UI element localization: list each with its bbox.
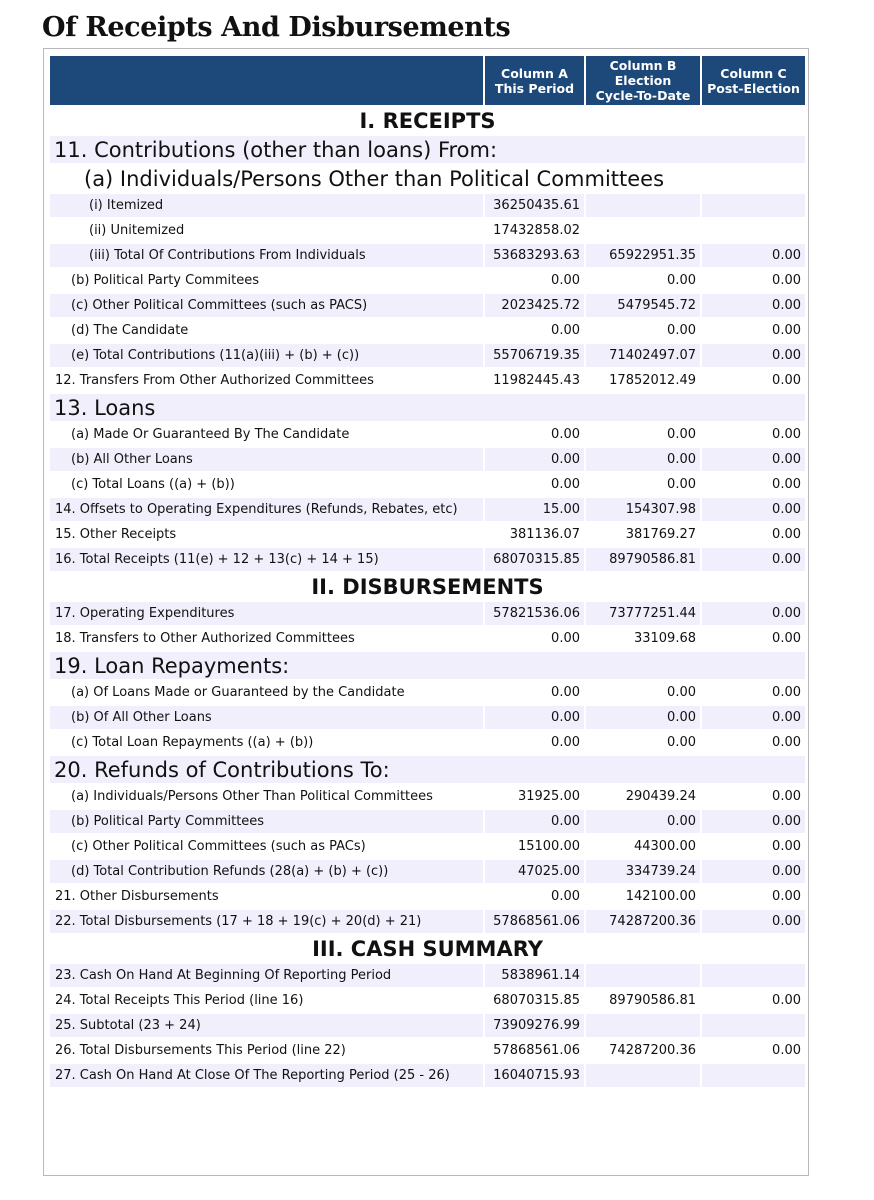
row-label: (e) Total Contributions (11(a)(iii) + (b) + (c)) — [50, 344, 483, 367]
section-disbursements — [50, 573, 805, 600]
heading-text: 19. Loan Repayments: — [50, 652, 805, 679]
column-a-value: 57821536.06 — [485, 602, 584, 625]
table-row — [50, 810, 805, 833]
header-blank — [50, 56, 483, 105]
table-row — [50, 294, 805, 317]
column-c-value — [702, 194, 805, 217]
column-b-value: 5479545.72 — [586, 294, 700, 317]
row-label: 26. Total Disbursements This Period (line 22) — [55, 1043, 346, 1058]
column-b-value: 0.00 — [586, 706, 700, 729]
column-c-value: 0.00 — [772, 889, 801, 904]
table-row — [50, 681, 805, 704]
row-label: (c) Other Political Committees (such as PACS) — [50, 294, 483, 317]
column-a-value: 31925.00 — [517, 789, 580, 804]
column-b-value: 74287200.36 — [586, 910, 700, 933]
table-row — [50, 548, 805, 571]
section-receipts — [50, 107, 805, 134]
page-title: Of Receipts And Disbursements — [42, 12, 511, 43]
row-label: (iii) Total Of Contributions From Individuals — [50, 244, 483, 267]
column-b-value: 89790586.81 — [586, 548, 700, 571]
row-label: 21. Other Disbursements — [55, 889, 219, 904]
row-label: (c) Total Loans ((a) + (b)) — [71, 477, 235, 492]
table-row — [50, 448, 805, 471]
column-b-value: 0.00 — [667, 685, 696, 700]
column-c-value: 0.00 — [772, 273, 801, 288]
column-c-value: 0.00 — [772, 527, 801, 542]
column-a-value: 11982445.43 — [493, 373, 580, 388]
column-b-value: 65922951.35 — [586, 244, 700, 267]
column-b-value: 381769.27 — [625, 527, 696, 542]
column-c-value: 0.00 — [702, 548, 805, 571]
column-b-value: 0.00 — [667, 477, 696, 492]
heading-line-11 — [50, 136, 805, 163]
table-header-row — [50, 56, 805, 105]
column-c-value: 0.00 — [702, 448, 805, 471]
column-b-value: 334739.24 — [586, 860, 700, 883]
column-a-value: 0.00 — [485, 448, 584, 471]
column-a-value: 17432858.02 — [493, 223, 580, 238]
column-c-value — [702, 1064, 805, 1087]
column-a-value: 15.00 — [485, 498, 584, 521]
table-row — [50, 473, 805, 496]
column-c-value — [702, 964, 805, 987]
row-label: 22. Total Disbursements (17 + 18 + 19(c) + 20(d) + 21) — [50, 910, 483, 933]
column-c-value: 0.00 — [772, 631, 801, 646]
column-b-value: 290439.24 — [625, 789, 696, 804]
row-label: 15. Other Receipts — [55, 527, 177, 542]
column-a-value: 0.00 — [485, 810, 584, 833]
row-label: (a) Individuals/Persons Other Than Political Committees — [71, 789, 433, 804]
column-b-value: 0.00 — [667, 735, 696, 750]
row-label: 12. Transfers From Other Authorized Committees — [55, 373, 374, 388]
column-b-value: 0.00 — [586, 448, 700, 471]
row-label: (a) Of Loans Made or Guaranteed by the Candidate — [71, 685, 405, 700]
table-row — [50, 319, 805, 342]
row-label: 27. Cash On Hand At Close Of The Reporting Period (25 - 26) — [50, 1064, 483, 1087]
column-b-value: 0.00 — [667, 273, 696, 288]
column-c-value: 0.00 — [772, 373, 801, 388]
column-b-value: 154307.98 — [586, 498, 700, 521]
column-c-value: 0.00 — [702, 498, 805, 521]
row-label: 16. Total Receipts (11(e) + 12 + 13(c) + 14 + 15) — [50, 548, 483, 571]
column-c-value: 0.00 — [702, 910, 805, 933]
column-a-value: 0.00 — [551, 273, 580, 288]
table-row — [50, 344, 805, 367]
table-row — [50, 498, 805, 521]
row-label: (b) Political Party Committees — [50, 810, 483, 833]
column-c-value: 0.00 — [772, 1043, 801, 1058]
section-title: III. CASH SUMMARY — [312, 936, 543, 961]
column-a-value: 68070315.85 — [493, 993, 580, 1008]
column-a-value: 15100.00 — [517, 839, 580, 854]
row-label: 17. Operating Expenditures — [50, 602, 483, 625]
header-column-a: Column A This Period — [485, 56, 584, 105]
section-cash-summary — [50, 935, 805, 962]
column-c-value: 0.00 — [702, 344, 805, 367]
heading-line-19 — [50, 652, 805, 679]
section-title: I. RECEIPTS — [359, 108, 496, 133]
table-row — [50, 785, 805, 808]
table-row — [50, 706, 805, 729]
row-label: (d) The Candidate — [71, 323, 189, 338]
column-c-value — [702, 1014, 805, 1037]
section-title: II. DISBURSEMENTS — [311, 574, 544, 599]
column-b-value: 71402497.07 — [586, 344, 700, 367]
table-row — [50, 369, 805, 392]
table-row — [50, 885, 805, 908]
column-a-value: 0.00 — [485, 706, 584, 729]
row-label: 14. Offsets to Operating Expenditures (Refunds, Rebates, etc) — [50, 498, 483, 521]
column-a-value: 0.00 — [551, 889, 580, 904]
row-label: (d) Total Contribution Refunds (28(a) + (b) + (c)) — [50, 860, 483, 883]
column-b-value — [586, 964, 700, 987]
column-b-value: 89790586.81 — [609, 993, 696, 1008]
column-c-value: 0.00 — [702, 860, 805, 883]
column-c-value: 0.00 — [772, 993, 801, 1008]
column-c-value — [702, 219, 805, 242]
column-b-value: 0.00 — [667, 427, 696, 442]
column-a-value: 0.00 — [551, 427, 580, 442]
table-row — [50, 627, 805, 650]
column-a-value: 5838961.14 — [485, 964, 584, 987]
table-row — [50, 602, 805, 625]
table-row — [50, 731, 805, 754]
column-a-value: 53683293.63 — [485, 244, 584, 267]
column-b-value — [586, 219, 700, 242]
column-b-value: 73777251.44 — [586, 602, 700, 625]
row-label: (c) Other Political Committees (such as PACs) — [71, 839, 366, 854]
column-c-value: 0.00 — [772, 477, 801, 492]
column-c-value: 0.00 — [772, 323, 801, 338]
header-column-c: Column C Post-Election — [702, 56, 805, 105]
column-c-value: 0.00 — [702, 294, 805, 317]
column-b-value: 0.00 — [667, 323, 696, 338]
row-label: 18. Transfers to Other Authorized Committees — [55, 631, 355, 646]
column-c-value: 0.00 — [772, 735, 801, 750]
column-a-value: 73909276.99 — [485, 1014, 584, 1037]
header-column-b: Column B Election Cycle-To-Date — [586, 56, 700, 105]
row-label: (ii) Unitemized — [89, 223, 185, 238]
table-row — [50, 1039, 805, 1062]
table-row — [50, 269, 805, 292]
column-a-value: 57868561.06 — [485, 910, 584, 933]
table-row — [50, 523, 805, 546]
row-label: 24. Total Receipts This Period (line 16) — [55, 993, 304, 1008]
column-b-value: 74287200.36 — [609, 1043, 696, 1058]
column-b-value: 0.00 — [586, 810, 700, 833]
row-label: (b) Political Party Commitees — [71, 273, 259, 288]
table-row — [50, 194, 805, 217]
column-a-value: 0.00 — [551, 323, 580, 338]
column-c-value: 0.00 — [772, 685, 801, 700]
column-b-value: 17852012.49 — [609, 373, 696, 388]
heading-text: (a) Individuals/Persons Other than Political Committees — [84, 166, 665, 191]
row-label: (c) Total Loan Repayments ((a) + (b)) — [71, 735, 314, 750]
column-b-value: 44300.00 — [633, 839, 696, 854]
column-b-value: 33109.68 — [633, 631, 696, 646]
table-row — [50, 244, 805, 267]
column-a-value: 0.00 — [551, 477, 580, 492]
heading-text: 13. Loans — [50, 394, 805, 421]
column-a-value: 0.00 — [551, 735, 580, 750]
column-a-value: 68070315.85 — [485, 548, 584, 571]
column-c-value: 0.00 — [702, 810, 805, 833]
heading-text: 20. Refunds of Contributions To: — [50, 756, 805, 783]
row-label: (a) Made Or Guaranteed By The Candidate — [71, 427, 350, 442]
table-row — [50, 964, 805, 987]
receipts-disbursements-table — [48, 54, 807, 1089]
row-label: (i) Itemized — [50, 194, 483, 217]
column-c-value: 0.00 — [702, 602, 805, 625]
column-a-value: 0.00 — [551, 631, 580, 646]
table-row — [50, 835, 805, 858]
column-b-value — [586, 1014, 700, 1037]
column-a-value: 0.00 — [551, 685, 580, 700]
column-a-value: 2023425.72 — [485, 294, 584, 317]
heading-line-11a — [50, 165, 805, 192]
table-row — [50, 989, 805, 1012]
row-label: (b) All Other Loans — [50, 448, 483, 471]
row-label: 23. Cash On Hand At Beginning Of Reporting Period — [50, 964, 483, 987]
table-row — [50, 423, 805, 446]
row-label: 25. Subtotal (23 + 24) — [50, 1014, 483, 1037]
table-row — [50, 860, 805, 883]
column-b-value: 142100.00 — [625, 889, 696, 904]
column-a-value: 381136.07 — [509, 527, 580, 542]
column-a-value: 57868561.06 — [493, 1043, 580, 1058]
column-c-value: 0.00 — [702, 706, 805, 729]
column-c-value: 0.00 — [772, 789, 801, 804]
column-a-value: 55706719.35 — [485, 344, 584, 367]
table-row — [50, 1064, 805, 1087]
table-row — [50, 219, 805, 242]
column-c-value: 0.00 — [772, 427, 801, 442]
table-row — [50, 1014, 805, 1037]
column-a-value: 16040715.93 — [485, 1064, 584, 1087]
table-row — [50, 910, 805, 933]
column-a-value: 47025.00 — [485, 860, 584, 883]
column-b-value — [586, 194, 700, 217]
column-c-value: 0.00 — [772, 839, 801, 854]
column-b-value — [586, 1064, 700, 1087]
row-label: (b) Of All Other Loans — [50, 706, 483, 729]
heading-text: 11. Contributions (other than loans) From: — [50, 136, 805, 163]
heading-line-13 — [50, 394, 805, 421]
column-c-value: 0.00 — [702, 244, 805, 267]
heading-line-20 — [50, 756, 805, 783]
column-a-value: 36250435.61 — [485, 194, 584, 217]
